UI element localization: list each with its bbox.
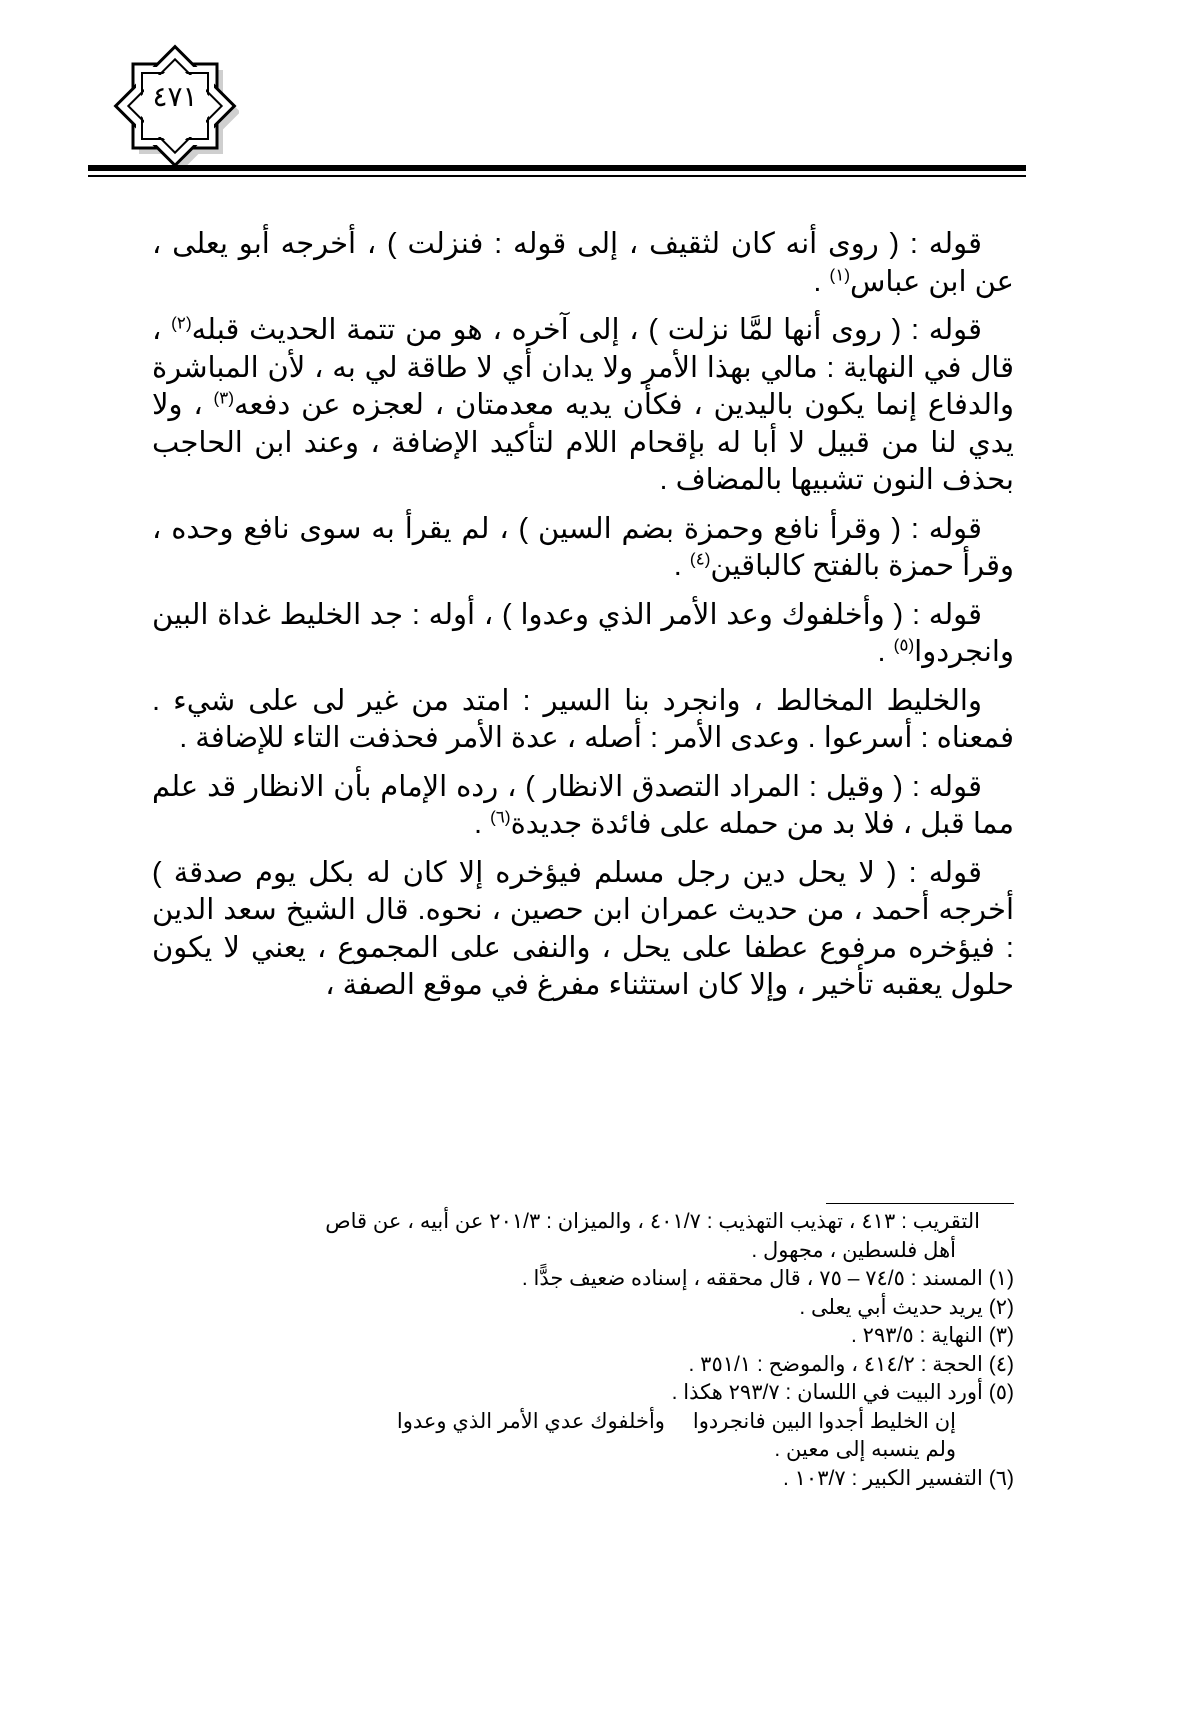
footnote-separator [826,1203,1014,1204]
footnotes [152,1208,1014,1493]
footnote-2: (٢) يريد حديث أبي يعلى . [799,1295,1014,1319]
footnote-ref: (٥) [893,635,915,655]
paragraph: قوله : ( وأخلفوك وعد الأمر الذي وعدوا ) ، أوله : جد الخليط غداة البين وانجردوا$^{(٥)}$ . [152,598,1014,668]
footnote-3: (٣) النهاية : ٢٩٣/٥ . [851,1324,1014,1347]
footnote-carryover: التقريب : ٤١٣ ، تهذيب التهذيب : ٤٠١/٧ ، والميزان : ٢٠١/٣ عن أبيه ، عن قاص [325,1210,980,1233]
footnote-ref: (٤) [689,549,711,569]
paragraph: قوله : ( لا يحل دين رجل مسلم فيؤخره إلا كان له بكل يوم صدقة ) أخرجه أحمد ، من حديث عمران ابن حصين ، نحوه. قال الشيخ سعد الدين : فيؤخره مرفوع عطفا على يحل ، والنفى على المجموع ، يعني لا يكون حلول يعقبه تأخير ، وإلا كان استثناء مفرغ في موقع الصفة ، [152,856,1014,1001]
verse-hemistich-2: وأخلفوك عدي الأمر الذي وعدوا [396,1409,665,1433]
footnote-carryover: أهل فلسطين ، مجهول . [751,1238,956,1262]
verse [152,1408,1014,1437]
footnote-ref: (٦) [490,807,511,827]
page-number: ٤٧١ [152,80,198,113]
paragraph: والخليط المخالط ، وانجرد بنا السير : امتد من غير لى على شيء . فمعناه : أسرعوا . وعدى الأمر : أصله ، عدة الأمر فحذفت التاء للإضافة . [152,684,1014,754]
footnote-ref: (٢) [171,313,192,333]
paragraph: قوله : ( وقرأ نافع وحمزة بضم السين ) ، لم يقرأ به سوى نافع وحده ، وقرأ حمزة بالفتح كالباقين$^{(٤)}$ . [152,512,1014,582]
header-rule-thick [88,165,1026,171]
footnote-5-note: ولم ينسبه إلى معين . [774,1438,956,1461]
verse-hemistich-1: إن الخليط أجدوا البين فانجردوا [692,1409,956,1433]
paragraph: قوله : ( وقيل : المراد التصدق الانظار ) ، رده الإمام بأن الانظار قد علم مما قبل ، فلا بد من حمله على فائدة جديدة$^{(٦)}$ . [152,770,1014,840]
footnote-6: (٦) التفسير الكبير : ١٠٣/٧ . [782,1466,1014,1490]
paragraph: قوله : ( روى أنها لمَّا نزلت ) ، إلى آخره ، هو من تتمة الحديث قبله$^{(٢)}$ ، قال في النهاية : مالي بهذا الأمر ولا يدان أي لا طاقة لي به ، لأن المباشرة والدفاع إنما يكون باليدين ، فكأن يديه معدمتان ، لعجزه عن دفعه$^{(٣)}$ ، ولا يدي لنا من قبيل لا أبا له بإقحام اللام لتأكيد الإضافة ، وعند ابن الحاجب بحذف النون تشبيها بالمضاف . [152,313,1014,496]
paragraph: قوله : ( روى أنه كان لثقيف ، إلى قوله : فنزلت ) ، أخرجه أبو يعلى ، عن ابن عباس$^{(١)}$ . [152,228,1014,298]
main-text [152,226,1014,1005]
footnote-1: (١) المسند : ٧٤/٥ – ٧٥ ، قال محققه ، إسناده ضعيف جدًّا . [521,1267,1014,1290]
footnote-ref: (١) [829,264,850,284]
page-number-ornament [111,42,239,170]
header-rule-thin [88,175,1026,177]
footnote-ref: (٣) [213,388,234,408]
footnote-5: (٥) أورد البيت في اللسان : ٢٩٣/٧ هكذا . [671,1381,1014,1404]
footnote-4: (٤) الحجة : ٤١٤/٢ ، والموضح : ٣٥١/١ . [688,1352,1014,1376]
